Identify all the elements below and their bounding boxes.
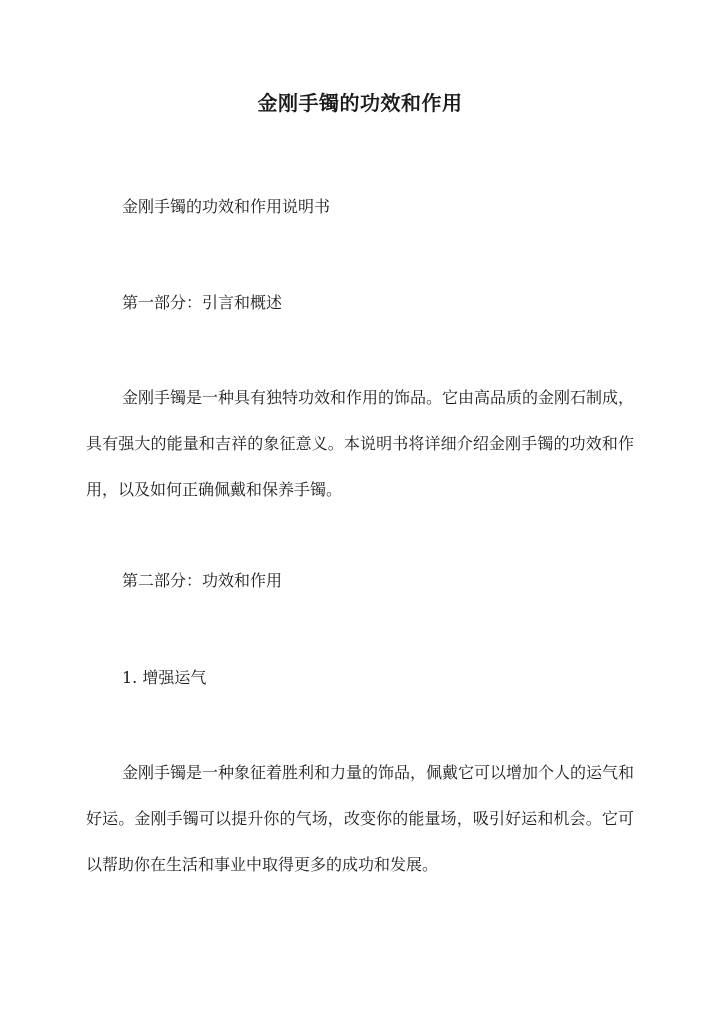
intro-paragraph: 金刚手镯是一种具有独特功效和作用的饰品。它由高品质的金刚石制成，具有强大的能量和吉祥的象征意义。本说明书将详细介绍金刚手镯的功效和作用，以及如何正确佩戴和保养手镯。 bbox=[86, 388, 635, 499]
body-paragraph: 金刚手镯是一种象征着胜利和力量的饰品，佩戴它可以增加个人的运气和好运。金刚手镯可以提升你的气场，改变你的能量场，吸引好运和机会。它可以帮助你在生活和事业中取得更多的成功和发展。 bbox=[86, 763, 635, 874]
subtitle-block bbox=[86, 184, 634, 230]
section-heading-block bbox=[86, 280, 634, 326]
subtitle-paragraph: 金刚手镯的功效和作用说明书 bbox=[122, 197, 331, 216]
document-title: 金刚手镯的功效和作用 bbox=[257, 91, 463, 115]
section-heading-block bbox=[86, 558, 634, 604]
body-block bbox=[86, 750, 634, 888]
intro-block bbox=[86, 375, 634, 513]
section-heading-intro: 第一部分：引言和概述 bbox=[122, 293, 283, 312]
list-heading-block bbox=[86, 655, 634, 701]
section-heading-effects: 第二部分：功效和作用 bbox=[122, 571, 283, 590]
list-item-heading: 1. 增强运气 bbox=[122, 668, 207, 687]
